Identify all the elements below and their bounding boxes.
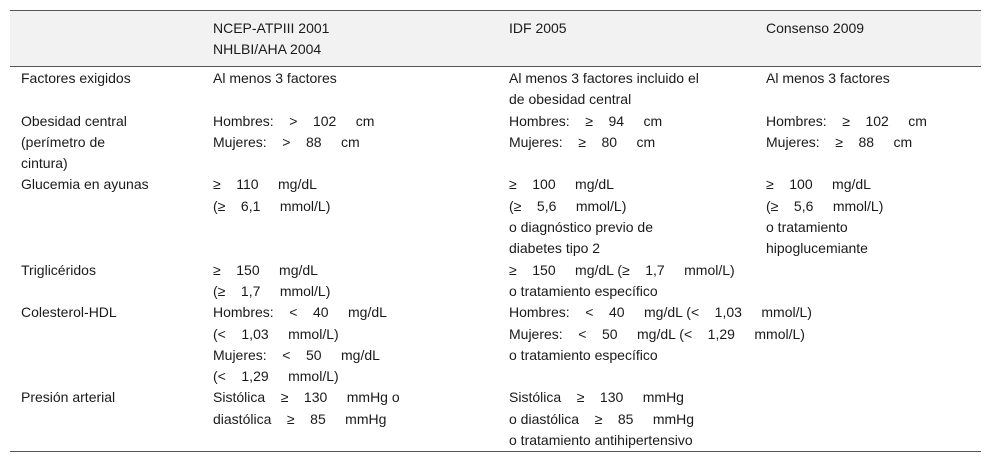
cell-line: ≥ 100 mg/dL xyxy=(766,176,871,193)
row-factores-exigidos xyxy=(10,67,981,111)
cell-ncep xyxy=(202,260,498,303)
cell-line: Al menos 3 factores xyxy=(766,70,890,86)
row-obesidad-central xyxy=(10,111,981,175)
header-empty-cell xyxy=(10,11,202,67)
cell-line: o diastólica ≥ 85 mmHg xyxy=(509,410,695,427)
header-ncep-line: NCEP-ATPIII 2001 xyxy=(213,20,330,36)
cell-line: (≥ 5,6 mmol/L) xyxy=(509,197,627,214)
cell-line: (≥ 5,6 mmol/L) xyxy=(766,197,884,214)
cell-line: (< 1,29 mmol/L) xyxy=(213,368,339,385)
header-consenso-line: Consenso 2009 xyxy=(766,20,865,36)
cell-line: Glucemia en ayunas xyxy=(21,176,149,193)
cell-line: ≥ 100 mg/dL xyxy=(509,176,614,193)
cell-idf-consenso xyxy=(498,302,981,387)
cell-ncep xyxy=(202,67,498,111)
row-label xyxy=(10,67,202,111)
header-ncep-line: NHLBI/AHA 2004 xyxy=(213,41,322,57)
header-idf-line: IDF 2005 xyxy=(509,20,567,36)
cell-line: o tratamiento antihipertensivo xyxy=(509,432,693,449)
cell-line: Triglicéridos xyxy=(21,261,96,278)
cell-line: Hombres: ≥ 102 cm xyxy=(766,112,927,129)
row-trigliceridos xyxy=(10,260,981,303)
cell-line: o diagnóstico previo de xyxy=(509,219,653,236)
row-presion-arterial xyxy=(10,387,981,451)
cell-consenso xyxy=(755,111,981,175)
cell-line: Obesidad central xyxy=(21,112,127,129)
cell-line: Mujeres: ≥ 88 cm xyxy=(766,133,913,150)
cell-line: (perímetro de xyxy=(21,133,106,150)
cell-line: diastólica ≥ 85 mmHg xyxy=(213,410,387,427)
metabolic-syndrome-criteria-table xyxy=(10,10,981,452)
cell-line: Sistólica ≥ 130 mmHg xyxy=(509,389,684,406)
cell-idf xyxy=(498,174,755,259)
cell-line: Hombres: ≥ 94 cm xyxy=(509,112,663,129)
header-idf xyxy=(498,11,755,67)
header-row xyxy=(10,11,981,67)
cell-consenso xyxy=(755,67,981,111)
header-ncep xyxy=(202,11,498,67)
cell-line: Hombres: > 102 cm xyxy=(213,112,375,129)
row-label xyxy=(10,260,202,303)
cell-line: Hombres: < 40 mg/dL xyxy=(213,304,387,321)
cell-line: de obesidad central xyxy=(509,91,632,108)
cell-ncep xyxy=(202,387,498,451)
cell-line: (< 1,03 mmol/L) xyxy=(213,325,339,342)
cell-line: Sistólica ≥ 130 mmHg o xyxy=(213,389,400,406)
cell-idf-consenso xyxy=(498,387,981,451)
cell-line: o tratamiento xyxy=(766,219,848,236)
cell-line: hipoglucemiante xyxy=(766,240,868,257)
cell-line: cintura) xyxy=(21,155,68,172)
cell-line: Colesterol-HDL xyxy=(21,304,117,321)
cell-line: ≥ 150 mg/dL (≥ 1,7 mmol/L) xyxy=(509,261,735,278)
cell-line: Hombres: < 40 mg/dL (< 1,03 mmol/L) xyxy=(509,304,812,321)
row-glucemia-ayunas xyxy=(10,174,981,259)
cell-line: ≥ 110 mg/dL xyxy=(213,176,317,193)
cell-line: Presión arterial xyxy=(21,389,116,406)
cell-line: Mujeres: > 88 cm xyxy=(213,133,360,150)
cell-consenso xyxy=(755,174,981,259)
cell-idf-consenso xyxy=(498,260,981,303)
row-label xyxy=(10,174,202,259)
row-label xyxy=(10,111,202,175)
cell-line: Mujeres: < 50 mg/dL (< 1,29 mmol/L) xyxy=(509,325,805,342)
cell-line: Factores exigidos xyxy=(21,70,131,86)
cell-line: o tratamiento específico xyxy=(509,282,658,299)
row-colesterol-hdl xyxy=(10,302,981,387)
cell-idf xyxy=(498,111,755,175)
cell-ncep xyxy=(202,111,498,175)
cell-idf xyxy=(498,67,755,111)
header-consenso xyxy=(755,11,981,67)
cell-ncep xyxy=(202,302,498,387)
cell-line: Mujeres: ≥ 80 cm xyxy=(509,133,656,150)
cell-line: ≥ 150 mg/dL xyxy=(213,261,318,278)
cell-line: diabetes tipo 2 xyxy=(509,240,601,257)
cell-line: (≥ 6,1 mmol/L) xyxy=(213,197,331,214)
cell-line: Mujeres: < 50 mg/dL xyxy=(213,346,380,363)
cell-line: Al menos 3 factores xyxy=(213,70,337,86)
cell-line: o tratamiento específico xyxy=(509,346,658,363)
row-label xyxy=(10,302,202,387)
row-label xyxy=(10,387,202,451)
cell-ncep xyxy=(202,174,498,259)
cell-line: (≥ 1,7 mmol/L) xyxy=(213,282,331,299)
cell-line: Al menos 3 factores incluido el xyxy=(509,70,699,86)
